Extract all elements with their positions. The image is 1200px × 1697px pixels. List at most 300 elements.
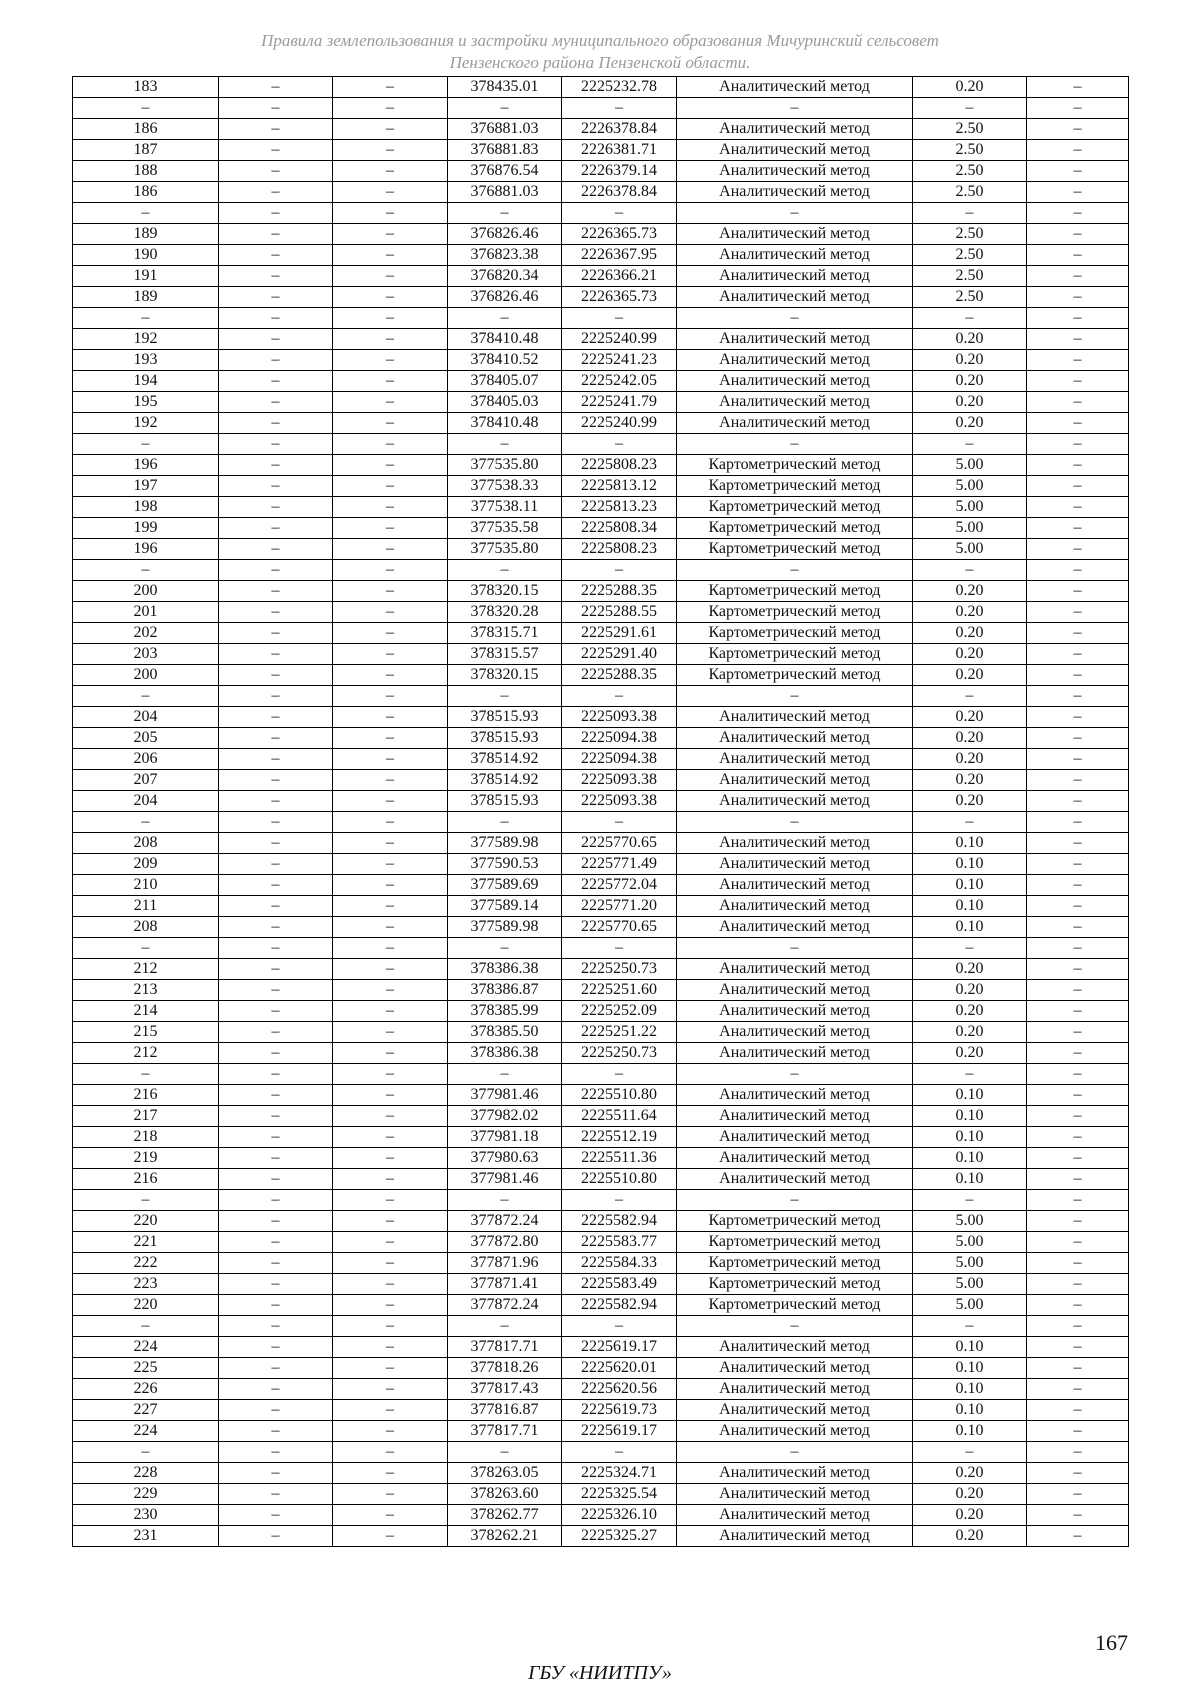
table-cell: – [333,686,448,707]
table-cell: – [1027,728,1129,749]
table-cell: 2226381.71 [562,140,677,161]
table-cell: 2225093.38 [562,770,677,791]
table-row [73,266,1129,287]
table-cell: 377589.14 [448,896,562,917]
table-cell: – [1027,1085,1129,1106]
table-cell: – [562,98,677,119]
table-cell: 2225240.99 [562,413,677,434]
table-cell: – [1027,392,1129,413]
table-row [73,1358,1129,1379]
table-row [73,917,1129,938]
table-cell: – [562,1442,677,1463]
table-cell: 2.50 [913,140,1027,161]
table-row [73,938,1129,959]
table-cell: 0.20 [913,77,1027,98]
table-cell: – [562,938,677,959]
table-cell: – [333,119,448,140]
table-cell: – [677,98,913,119]
table-cell: 377538.33 [448,476,562,497]
table-row [73,1463,1129,1484]
table-cell: 378262.21 [448,1526,562,1547]
table-cell: 0.10 [913,1421,1027,1442]
table-row [73,350,1129,371]
table-row [73,1064,1129,1085]
table-cell: – [219,1148,333,1169]
table-cell: – [333,203,448,224]
table-cell: – [1027,329,1129,350]
table-cell: – [1027,1442,1129,1463]
table-cell: – [1027,1358,1129,1379]
table-row [73,602,1129,623]
table-cell: – [333,581,448,602]
table-row [73,644,1129,665]
table-cell: 376881.03 [448,182,562,203]
table-cell: Картометрический метод [677,623,913,644]
table-cell: – [562,1316,677,1337]
table-cell: 378320.15 [448,665,562,686]
table-cell: – [333,329,448,350]
table-cell: – [1027,518,1129,539]
table-cell: Аналитический метод [677,1022,913,1043]
table-cell: 2225510.80 [562,1085,677,1106]
table-row [73,182,1129,203]
table-cell: Картометрический метод [677,1211,913,1232]
table-cell: – [333,77,448,98]
table-cell: 220 [73,1211,219,1232]
table-cell: 5.00 [913,1274,1027,1295]
table-cell: Аналитический метод [677,1379,913,1400]
table-cell: – [219,140,333,161]
table-cell: 2225770.65 [562,833,677,854]
table-cell: – [677,434,913,455]
table-cell: 377872.80 [448,1232,562,1253]
table-cell: – [1027,497,1129,518]
table-cell: – [562,560,677,581]
table-cell: 376826.46 [448,224,562,245]
table-cell: 377980.63 [448,1148,562,1169]
table-cell: – [333,539,448,560]
table-cell: Аналитический метод [677,1400,913,1421]
table-row [73,1274,1129,1295]
table-cell: – [1027,980,1129,1001]
table-cell: 378435.01 [448,77,562,98]
table-row [73,329,1129,350]
table-cell: Аналитический метод [677,1463,913,1484]
table-cell: – [333,875,448,896]
table-cell: – [333,392,448,413]
table-cell: 377535.58 [448,518,562,539]
table-cell: – [1027,1148,1129,1169]
table-cell: 2225093.38 [562,707,677,728]
table-cell: – [913,812,1027,833]
table-cell: – [448,98,562,119]
table-cell: 224 [73,1421,219,1442]
table-cell: 221 [73,1232,219,1253]
table-cell: 378386.38 [448,1043,562,1064]
table-cell: 201 [73,602,219,623]
table-cell: – [1027,1022,1129,1043]
table-cell: – [677,1190,913,1211]
table-cell: – [219,770,333,791]
table-cell: – [219,749,333,770]
table-cell: 2225771.20 [562,896,677,917]
table-cell: – [448,434,562,455]
table-cell: – [333,1442,448,1463]
table-cell: – [333,959,448,980]
table-cell: 0.20 [913,1484,1027,1505]
table-cell: – [219,728,333,749]
table-cell: – [333,497,448,518]
table-cell: 0.10 [913,1337,1027,1358]
table-cell: – [562,434,677,455]
table-cell: 228 [73,1463,219,1484]
table-cell: – [333,854,448,875]
table-row [73,770,1129,791]
table-cell: 377817.71 [448,1421,562,1442]
table-cell: – [677,938,913,959]
table-cell: 378410.48 [448,329,562,350]
table-cell: – [1027,812,1129,833]
table-cell: 5.00 [913,1211,1027,1232]
table-row [73,1211,1129,1232]
table-cell: 212 [73,1043,219,1064]
table-cell: – [448,686,562,707]
table-cell: 0.10 [913,917,1027,938]
table-cell: – [1027,1127,1129,1148]
table-cell: 0.20 [913,728,1027,749]
table-cell: 2225772.04 [562,875,677,896]
table-cell: Аналитический метод [677,791,913,812]
coordinates-table [72,76,1129,1547]
table-cell: – [562,1190,677,1211]
table-row [73,119,1129,140]
table-cell: – [219,602,333,623]
table-cell: 2225619.17 [562,1421,677,1442]
table-cell: Картометрический метод [677,1253,913,1274]
table-cell: 377871.41 [448,1274,562,1295]
table-cell: Аналитический метод [677,392,913,413]
table-cell: – [333,224,448,245]
table-cell: – [1027,161,1129,182]
table-cell: 183 [73,77,219,98]
table-row [73,560,1129,581]
table-cell: 378386.87 [448,980,562,1001]
table-cell: 205 [73,728,219,749]
table-row [73,833,1129,854]
table-cell: Аналитический метод [677,749,913,770]
table-cell: – [219,917,333,938]
table-cell: 2226379.14 [562,161,677,182]
table-cell: – [219,497,333,518]
table-cell: 2225582.94 [562,1211,677,1232]
table-cell: – [1027,1337,1129,1358]
table-cell: – [219,1442,333,1463]
table-row [73,1253,1129,1274]
table-cell: – [333,413,448,434]
table-cell: – [1027,119,1129,140]
table-cell: 220 [73,1295,219,1316]
table-cell: 225 [73,1358,219,1379]
table-cell: 217 [73,1106,219,1127]
table-cell: Аналитический метод [677,329,913,350]
table-row [73,455,1129,476]
table-cell: 0.20 [913,959,1027,980]
table-cell: 378385.50 [448,1022,562,1043]
table-cell: 216 [73,1085,219,1106]
table-cell: – [1027,1295,1129,1316]
table-cell: 0.20 [913,1505,1027,1526]
table-cell: 2226367.95 [562,245,677,266]
table-cell: – [677,1316,913,1337]
table-cell: – [677,308,913,329]
table-cell: – [333,308,448,329]
table-cell: 377589.98 [448,917,562,938]
table-cell: 0.20 [913,644,1027,665]
table-cell: Аналитический метод [677,287,913,308]
table-cell: – [1027,140,1129,161]
table-cell: Аналитический метод [677,728,913,749]
table-cell: – [677,1442,913,1463]
table-cell: – [1027,770,1129,791]
table-cell: – [219,413,333,434]
table-cell: 0.20 [913,1043,1027,1064]
table-cell: – [1027,1001,1129,1022]
table-cell: – [219,350,333,371]
table-cell: 2225251.22 [562,1022,677,1043]
table-cell: – [913,308,1027,329]
table-cell: 2225288.35 [562,581,677,602]
table-row [73,98,1129,119]
table-cell: – [219,875,333,896]
table-cell: – [219,434,333,455]
table-cell: Картометрический метод [677,1274,913,1295]
table-cell: – [333,266,448,287]
table-cell: – [913,1442,1027,1463]
table-row [73,308,1129,329]
header-line-1: Правила землепользования и застройки муниципального образования Мичуринский сельсовет [261,31,939,50]
table-cell: – [562,812,677,833]
table-cell: – [73,938,219,959]
table-cell: 2225808.23 [562,539,677,560]
table-cell: – [1027,1253,1129,1274]
table-cell: – [1027,707,1129,728]
table-cell: – [333,812,448,833]
table-cell: – [219,476,333,497]
table-cell: 192 [73,413,219,434]
table-cell: 2225250.73 [562,959,677,980]
table-cell: 5.00 [913,1253,1027,1274]
table-cell: – [333,1253,448,1274]
table-cell: 222 [73,1253,219,1274]
table-cell: 0.20 [913,371,1027,392]
table-cell: – [219,644,333,665]
table-cell: – [1027,1400,1129,1421]
table-cell: 2225620.01 [562,1358,677,1379]
table-cell: 5.00 [913,476,1027,497]
table-cell: 377818.26 [448,1358,562,1379]
table-cell: 2.50 [913,161,1027,182]
table-cell: 2.50 [913,224,1027,245]
table-cell: 2225582.94 [562,1295,677,1316]
table-cell: 2226378.84 [562,182,677,203]
table-cell: – [448,1442,562,1463]
table-cell: – [219,623,333,644]
table-cell: 198 [73,497,219,518]
table-cell: – [913,434,1027,455]
table-row [73,749,1129,770]
table-row [73,1316,1129,1337]
table-cell: – [333,917,448,938]
table-row [73,623,1129,644]
table-row [73,1505,1129,1526]
table-cell: – [333,1211,448,1232]
table-row [73,959,1129,980]
table-cell: 2225252.09 [562,1001,677,1022]
table-cell: – [219,1463,333,1484]
table-cell: – [73,308,219,329]
table-cell: 206 [73,749,219,770]
table-cell: – [448,308,562,329]
table-cell: – [219,455,333,476]
table-cell: Аналитический метод [677,1085,913,1106]
table-row [73,1190,1129,1211]
table-row [73,1442,1129,1463]
table-row [73,539,1129,560]
table-row [73,812,1129,833]
table-cell: – [219,1274,333,1295]
table-cell: 2225619.73 [562,1400,677,1421]
table-cell: – [333,1232,448,1253]
table-cell: – [1027,686,1129,707]
table-cell: 2225620.56 [562,1379,677,1400]
table-row [73,371,1129,392]
table-cell: – [219,518,333,539]
table-cell: 216 [73,1169,219,1190]
table-cell: 0.10 [913,1358,1027,1379]
table-cell: 377872.24 [448,1211,562,1232]
table-row [73,1400,1129,1421]
table-cell: 0.10 [913,1106,1027,1127]
table-cell: – [73,98,219,119]
table-cell: Аналитический метод [677,245,913,266]
table-cell: – [677,686,913,707]
table-cell: 378515.93 [448,707,562,728]
table-cell: 377817.43 [448,1379,562,1400]
table-cell: – [219,812,333,833]
table-cell: – [562,203,677,224]
table-cell: – [562,686,677,707]
table-cell: – [333,1022,448,1043]
table-cell: – [219,266,333,287]
table-cell: – [333,1085,448,1106]
table-row [73,1379,1129,1400]
table-cell: – [1027,749,1129,770]
table-row [73,497,1129,518]
table-cell: 2225770.65 [562,917,677,938]
table-cell: – [1027,224,1129,245]
table-cell: – [219,161,333,182]
table-row [73,413,1129,434]
table-cell: 377535.80 [448,455,562,476]
table-cell: – [1027,203,1129,224]
table-cell: 0.10 [913,1148,1027,1169]
table-cell: Картометрический метод [677,602,913,623]
table-cell: – [333,476,448,497]
table-cell: – [219,1085,333,1106]
table-cell: – [1027,1379,1129,1400]
table-cell: 2225250.73 [562,1043,677,1064]
table-cell: 377817.71 [448,1337,562,1358]
table-cell: – [333,644,448,665]
table-cell: Аналитический метод [677,161,913,182]
table-cell: – [333,245,448,266]
table-cell: 377589.69 [448,875,562,896]
table-cell: – [333,1400,448,1421]
table-cell: – [333,350,448,371]
table-cell: – [1027,1484,1129,1505]
table-cell: – [333,665,448,686]
table-cell: 2225583.49 [562,1274,677,1295]
table-cell: 186 [73,119,219,140]
table-cell: – [677,812,913,833]
table-cell: Аналитический метод [677,350,913,371]
table-cell: – [333,896,448,917]
table-cell: Аналитический метод [677,1421,913,1442]
table-row [73,1526,1129,1547]
table-cell: – [1027,665,1129,686]
table-cell: 2225288.35 [562,665,677,686]
table-row [73,1106,1129,1127]
table-cell: 219 [73,1148,219,1169]
table-cell: 2225241.79 [562,392,677,413]
table-cell: Аналитический метод [677,854,913,875]
table-cell: – [73,203,219,224]
table-cell: 378320.15 [448,581,562,602]
table-cell: 5.00 [913,455,1027,476]
table-cell: – [333,1337,448,1358]
table-cell: Аналитический метод [677,119,913,140]
table-cell: Аналитический метод [677,917,913,938]
table-cell: – [219,98,333,119]
table-row [73,1421,1129,1442]
table-cell: – [219,1400,333,1421]
table-cell: 378263.05 [448,1463,562,1484]
table-body [73,77,1129,1547]
table-cell: 214 [73,1001,219,1022]
table-cell: 189 [73,287,219,308]
table-cell: 224 [73,1337,219,1358]
table-cell: Аналитический метод [677,1358,913,1379]
table-cell: 2225324.71 [562,1463,677,1484]
table-cell: – [219,1379,333,1400]
table-cell: 0.20 [913,665,1027,686]
table-cell: 210 [73,875,219,896]
table-cell: – [219,203,333,224]
table-cell: – [219,560,333,581]
table-cell: Картометрический метод [677,539,913,560]
table-cell: – [333,1316,448,1337]
table-cell: – [219,581,333,602]
table-cell: 199 [73,518,219,539]
table-cell: 0.20 [913,791,1027,812]
table-cell: – [219,1211,333,1232]
table-cell: – [1027,1232,1129,1253]
table-cell: 2225094.38 [562,749,677,770]
table-cell: – [1027,434,1129,455]
table-cell: 0.10 [913,1169,1027,1190]
table-cell: 376876.54 [448,161,562,182]
table-cell: 2226365.73 [562,287,677,308]
